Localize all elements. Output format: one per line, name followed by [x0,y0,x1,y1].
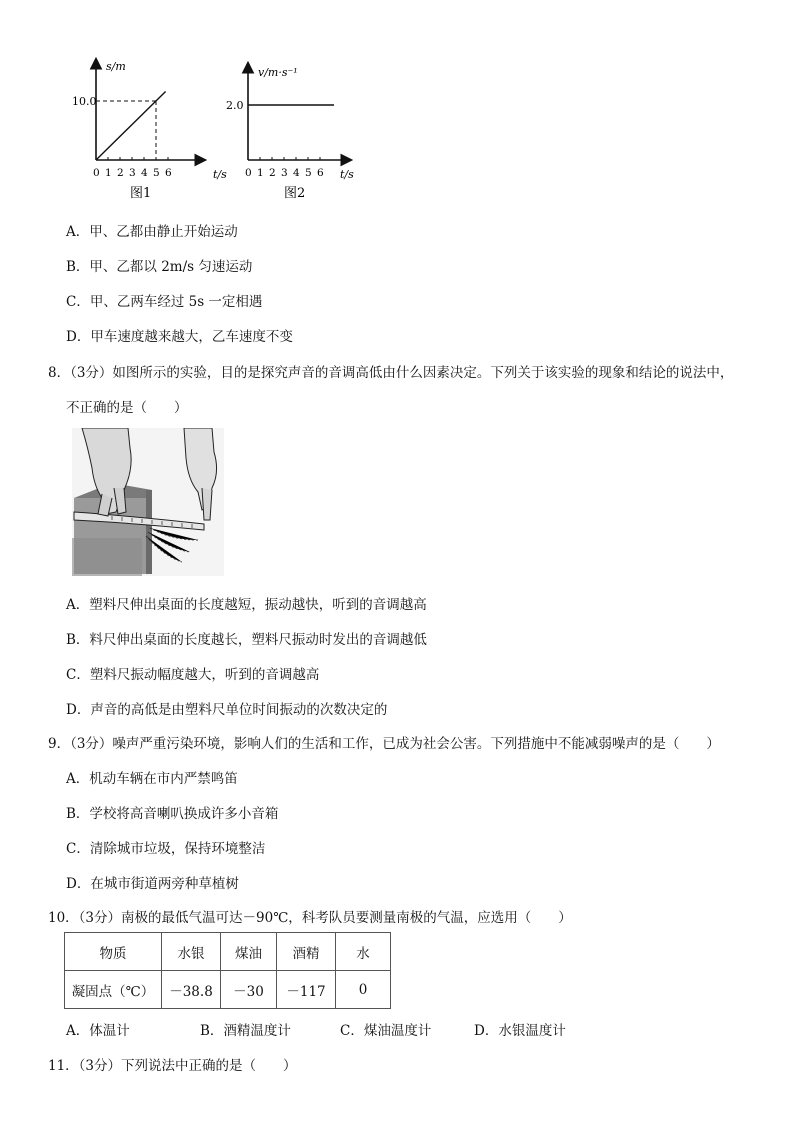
q8-option-b[interactable]: B．料尺伸出桌面的长度越长，塑料尺振动时发出的音调越低 [66,632,427,648]
y-tick-label: 10.0 [72,95,97,108]
q7-option-d[interactable]: D．甲车速度越来越大，乙车速度不变 [66,329,293,345]
x-tick-label: 1 [105,167,112,179]
q10-option-a[interactable]: A．体温计 [66,1023,130,1039]
x-tick-label: 2 [117,167,124,179]
x-tick-label: 3 [281,167,288,179]
x-tick-label: 0 [93,167,100,179]
ruler-vibration-illustration [72,428,224,576]
figure-caption: 图1 [130,186,152,201]
q8-stem: 8．（3分）如图所示的实验，目的是探究声音的音调高低由什么因素决定。下列关于该实验的现象和结论的说法中， [48,365,734,381]
y-axis-label: v/m·s⁻¹ [258,66,298,79]
table-header-cell: 煤油 [221,933,277,971]
x-tick-label: 0 [245,167,252,179]
y-tick-label: 2.0 [226,99,244,112]
table-cell: －38.8 [162,971,221,1009]
table-header-cell: 酒精 [277,933,336,971]
x-tick-label: 3 [129,167,136,179]
x-axis-label: t/s [213,168,227,181]
q10-option-c[interactable]: C．煤油温度计 [340,1023,432,1039]
figure-1-s-t-graph [60,50,230,205]
q8-option-d[interactable]: D．声音的高低是由塑料尺单位时间振动的次数决定的 [66,702,388,718]
q9-stem: 9．（3分）噪声严重污染环境，影响人们的生活和工作，已成为社会公害。下列措施中不能减弱噪声的是（ ） [48,736,720,752]
figure-caption: 图2 [284,186,306,201]
x-tick-label: 6 [317,167,324,179]
table-cell: 0 [336,971,391,1009]
q9-option-d[interactable]: D．在城市街道两旁种草植树 [66,876,239,892]
x-tick-label: 5 [153,167,160,179]
table-header-cell: 水 [336,933,391,971]
y-axis-label: s/m [106,60,126,73]
table-cell: 凝固点（℃） [65,971,162,1009]
q10-option-d[interactable]: D．水银温度计 [474,1023,566,1039]
table-cell: －30 [221,971,277,1009]
x-tick-label: 1 [257,167,264,179]
q7-option-b[interactable]: B．甲、乙都以 2m/s 匀速运动 [66,259,253,275]
q8-option-c[interactable]: C．塑料尺振动幅度越大，听到的音调越高 [66,667,320,683]
q7-option-a[interactable]: A．甲、乙都由静止开始运动 [66,224,238,240]
q10-option-b[interactable]: B．酒精温度计 [200,1023,291,1039]
q9-option-c[interactable]: C．清除城市垃圾，保持环境整洁 [66,841,266,857]
q10-stem: 10．（3分）南极的最低气温可达－90℃，科考队员要测量南极的气温，应选用（ ） [48,910,572,926]
x-axis-label: t/s [340,168,354,181]
table-header-row [65,933,391,971]
series-line-s-t [96,92,166,160]
x-tick-label: 5 [305,167,312,179]
q7-option-c[interactable]: C．甲、乙两车经过 5s 一定相遇 [66,294,263,310]
q9-option-b[interactable]: B．学校将高音喇叭换成许多小音箱 [66,806,279,822]
q9-option-a[interactable]: A．机动车辆在市内严禁鸣笛 [66,771,238,787]
x-tick-label: 4 [293,167,300,179]
table-row [65,971,391,1009]
q8-option-a[interactable]: A．塑料尺伸出桌面的长度越短，振动越快，听到的音调越高 [66,597,427,613]
q8-stem-continued: 不正确的是（ ） [66,400,188,416]
x-tick-label: 6 [165,167,172,179]
table-cell: －117 [277,971,336,1009]
x-tick-label: 2 [269,167,276,179]
table-header-cell: 水银 [162,933,221,971]
q11-stem: 11．（3分）下列说法中正确的是（ ） [48,1058,297,1074]
table-header-cell: 物质 [65,933,162,971]
freezing-point-table [64,932,391,1009]
x-tick-label: 4 [141,167,148,179]
figure-2-v-t-graph [212,50,387,205]
